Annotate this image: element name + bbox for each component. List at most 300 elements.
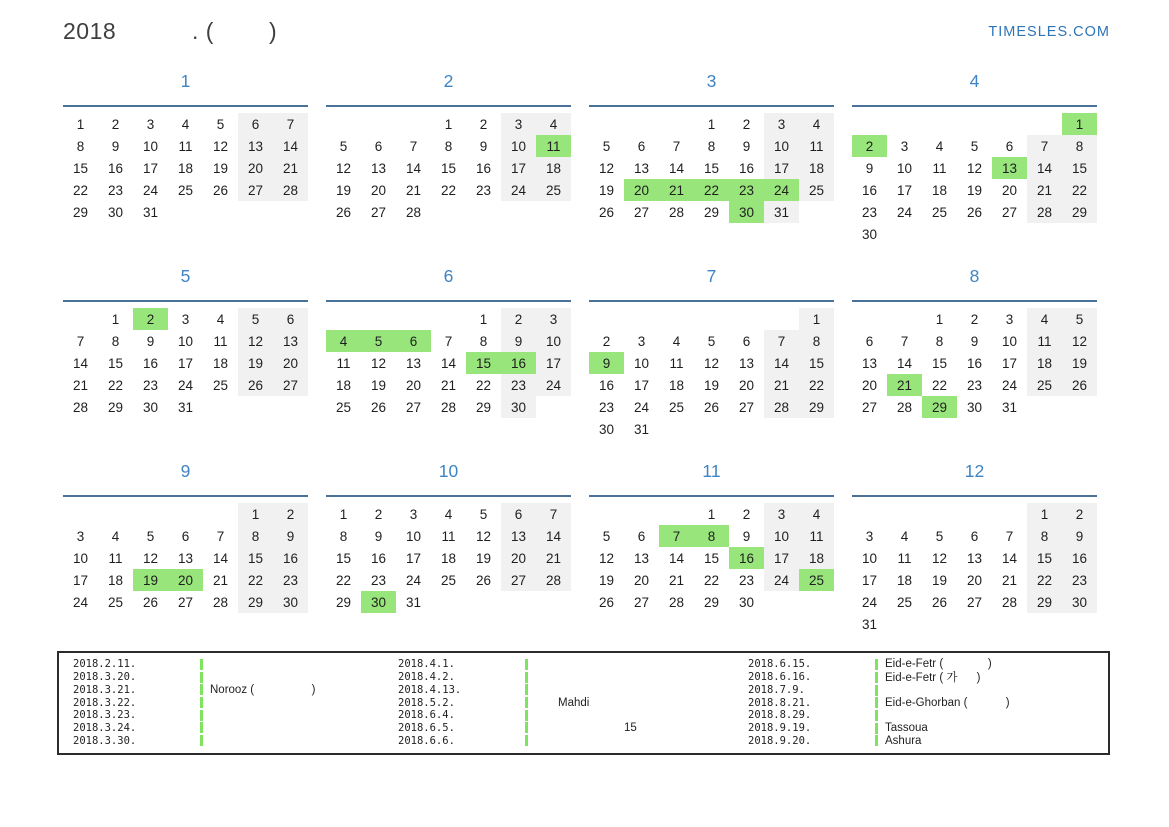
day-cell-10-23: 23 (370, 572, 387, 588)
legend-row (748, 696, 1103, 709)
day-cell-9-26: 26 (142, 594, 159, 610)
day-cell-12-13: 13 (966, 550, 983, 566)
empty-cell (63, 503, 98, 525)
day-cell-8-9: 9 (970, 333, 979, 349)
day-cell-2-1: 1 (444, 116, 453, 132)
day-cell-9-15: 15 (238, 547, 273, 569)
day-cell-7-9: 9 (589, 352, 624, 374)
day-cell-6-8: 8 (479, 333, 488, 349)
day-cell-11-11: 11 (799, 525, 834, 547)
day-cell-3-29: 29 (703, 204, 720, 220)
day-cell-9-28: 28 (212, 594, 229, 610)
day-cell-4-29: 29 (1062, 201, 1097, 223)
day-cell-12-17: 17 (861, 572, 878, 588)
holiday-dash-icon (525, 659, 528, 670)
empty-cell (624, 308, 659, 330)
day-cell-6-27: 27 (405, 399, 422, 415)
day-cell-10-15: 15 (335, 550, 352, 566)
day-cell-8-4: 4 (1027, 308, 1062, 330)
day-cell-1-17: 17 (142, 160, 159, 176)
day-cell-7-8: 8 (799, 330, 834, 352)
day-cell-7-22: 22 (799, 374, 834, 396)
day-cell-9-5: 5 (146, 528, 155, 544)
day-cell-9-2: 2 (273, 503, 308, 525)
day-cell-8-15: 15 (931, 355, 948, 371)
legend-date: 2018.3.24. (73, 721, 137, 734)
month-grid-10 (326, 503, 571, 613)
day-cell-11-2: 2 (742, 506, 751, 522)
day-cell-12-31: 31 (861, 616, 878, 632)
legend-row (398, 696, 748, 709)
day-cell-6-25: 25 (335, 399, 352, 415)
legend-row (73, 696, 398, 709)
day-cell-7-20: 20 (738, 377, 755, 393)
day-cell-11-25: 25 (799, 569, 834, 591)
day-cell-9-1: 1 (238, 503, 273, 525)
day-cell-5-11: 11 (213, 333, 228, 349)
day-cell-9-29: 29 (238, 591, 273, 613)
day-cell-11-24: 24 (764, 569, 799, 591)
day-cell-3-9: 9 (742, 138, 751, 154)
day-cell-7-28: 28 (764, 396, 799, 418)
month-title-1: 1 (180, 71, 191, 91)
day-cell-8-10: 10 (1001, 333, 1018, 349)
day-cell-2-8: 8 (444, 138, 453, 154)
day-cell-1-12: 12 (212, 138, 229, 154)
day-cell-5-9: 9 (146, 333, 155, 349)
empty-cell (466, 201, 501, 223)
legend-date: 2018.6.4. (398, 709, 455, 722)
day-cell-7-2: 2 (602, 333, 611, 349)
day-cell-3-12: 12 (598, 160, 615, 176)
empty-cell (957, 503, 992, 525)
legend-row (398, 734, 748, 747)
day-cell-7-15: 15 (799, 352, 834, 374)
empty-cell (361, 308, 396, 330)
holiday-dash-icon (875, 710, 878, 721)
month-12 (852, 461, 1097, 656)
day-cell-9-10: 10 (72, 550, 89, 566)
legend-row (73, 658, 398, 671)
day-cell-9-13: 13 (177, 550, 194, 566)
day-cell-3-11: 11 (799, 135, 834, 157)
month-7 (589, 266, 834, 461)
day-cell-6-24: 24 (536, 374, 571, 396)
day-cell-4-3: 3 (900, 138, 909, 154)
holiday-dash-icon (525, 722, 528, 733)
day-cell-3-6: 6 (637, 138, 646, 154)
day-cell-6-30: 30 (501, 396, 536, 418)
day-cell-1-15: 15 (72, 160, 89, 176)
empty-cell (852, 113, 887, 135)
month-title-9: 9 (180, 461, 191, 481)
day-cell-10-1: 1 (339, 506, 348, 522)
day-cell-4-16: 16 (861, 182, 878, 198)
day-cell-2-21: 21 (405, 182, 422, 198)
empty-cell (992, 503, 1027, 525)
day-cell-5-3: 3 (181, 311, 190, 327)
empty-cell (887, 613, 922, 635)
day-cell-8-12: 12 (1062, 330, 1097, 352)
day-cell-11-18: 18 (799, 547, 834, 569)
day-cell-7-14: 14 (764, 352, 799, 374)
day-cell-2-27: 27 (370, 204, 387, 220)
day-cell-9-24: 24 (72, 594, 89, 610)
day-cell-2-10: 10 (501, 135, 536, 157)
empty-cell (1062, 396, 1097, 418)
day-cell-5-8: 8 (111, 333, 120, 349)
legend-row (73, 722, 398, 735)
day-cell-2-22: 22 (440, 182, 457, 198)
legend-date: 2018.8.21. (748, 696, 812, 709)
month-2 (326, 71, 571, 266)
day-cell-12-4: 4 (900, 528, 909, 544)
day-cell-10-16: 16 (370, 550, 387, 566)
empty-cell (764, 591, 799, 613)
day-cell-9-23: 23 (273, 569, 308, 591)
day-cell-9-9: 9 (273, 525, 308, 547)
day-cell-2-7: 7 (409, 138, 418, 154)
day-cell-9-21: 21 (212, 572, 229, 588)
day-cell-12-26: 26 (931, 594, 948, 610)
day-cell-6-26: 26 (370, 399, 387, 415)
empty-cell (431, 201, 466, 223)
day-cell-10-26: 26 (475, 572, 492, 588)
empty-cell (326, 113, 361, 135)
day-cell-1-27: 27 (238, 179, 273, 201)
legend-column-2 (398, 658, 748, 747)
day-cell-12-15: 15 (1027, 547, 1062, 569)
day-cell-2-20: 20 (370, 182, 387, 198)
empty-cell (168, 201, 203, 223)
day-cell-11-22: 22 (703, 572, 720, 588)
day-cell-9-22: 22 (238, 569, 273, 591)
day-cell-3-20: 20 (624, 179, 659, 201)
month-title-rule (852, 300, 1097, 302)
empty-cell (659, 418, 694, 440)
legend-row (748, 684, 1103, 697)
day-cell-8-23: 23 (966, 377, 983, 393)
day-cell-7-12: 12 (703, 355, 720, 371)
day-cell-9-12: 12 (142, 550, 159, 566)
empty-cell (887, 113, 922, 135)
day-cell-12-24: 24 (861, 594, 878, 610)
empty-cell (238, 396, 273, 418)
day-cell-7-23: 23 (598, 399, 615, 415)
day-cell-6-12: 12 (370, 355, 387, 371)
day-cell-11-21: 21 (668, 572, 685, 588)
empty-cell (361, 113, 396, 135)
day-cell-7-1: 1 (799, 308, 834, 330)
empty-cell (659, 113, 694, 135)
month-grid-8 (852, 308, 1097, 418)
holiday-dash-icon (525, 710, 528, 721)
day-cell-10-21: 21 (536, 547, 571, 569)
day-cell-3-17: 17 (764, 157, 799, 179)
day-cell-4-30: 30 (861, 226, 878, 242)
day-cell-1-7: 7 (273, 113, 308, 135)
day-cell-11-6: 6 (637, 528, 646, 544)
day-cell-1-21: 21 (273, 157, 308, 179)
day-cell-4-2: 2 (852, 135, 887, 157)
month-grid-7 (589, 308, 834, 440)
month-grid-4 (852, 113, 1097, 245)
day-cell-1-30: 30 (107, 204, 124, 220)
day-cell-8-30: 30 (966, 399, 983, 415)
day-cell-11-1: 1 (707, 506, 716, 522)
day-cell-7-6: 6 (742, 333, 751, 349)
day-cell-10-7: 7 (536, 503, 571, 525)
day-cell-3-19: 19 (598, 182, 615, 198)
day-cell-5-10: 10 (177, 333, 194, 349)
empty-cell (957, 223, 992, 245)
day-cell-2-15: 15 (440, 160, 457, 176)
day-cell-9-30: 30 (273, 591, 308, 613)
legend-date: 2018.6.16. (748, 671, 812, 684)
empty-cell (203, 396, 238, 418)
day-cell-7-18: 18 (668, 377, 685, 393)
day-cell-11-9: 9 (742, 528, 751, 544)
empty-cell (659, 308, 694, 330)
day-cell-2-23: 23 (475, 182, 492, 198)
day-cell-7-5: 5 (707, 333, 716, 349)
day-cell-3-26: 26 (598, 204, 615, 220)
legend-row (73, 734, 398, 747)
holiday-dash-icon (200, 672, 203, 683)
day-cell-6-17: 17 (536, 352, 571, 374)
page-title: 2018 . ( ) (63, 18, 278, 44)
legend-row (73, 671, 398, 684)
day-cell-8-20: 20 (861, 377, 878, 393)
day-cell-3-28: 28 (668, 204, 685, 220)
empty-cell (694, 308, 729, 330)
legend-label: Eid-e-Ghorban ( ) (885, 696, 1010, 709)
empty-cell (922, 613, 957, 635)
month-4 (852, 71, 1097, 266)
legend-row (748, 722, 1103, 735)
day-cell-11-7: 7 (659, 525, 694, 547)
month-title-rule (326, 105, 571, 107)
legend-row (398, 709, 748, 722)
day-cell-8-8: 8 (935, 333, 944, 349)
holiday-dash-icon (875, 685, 878, 696)
day-cell-3-25: 25 (799, 179, 834, 201)
day-cell-6-23: 23 (501, 374, 536, 396)
month-9 (63, 461, 308, 656)
day-cell-9-6: 6 (181, 528, 190, 544)
day-cell-7-10: 10 (633, 355, 650, 371)
day-cell-8-22: 22 (931, 377, 948, 393)
day-cell-7-30: 30 (598, 421, 615, 437)
day-cell-1-10: 10 (142, 138, 159, 154)
month-3 (589, 71, 834, 266)
day-cell-3-8: 8 (707, 138, 716, 154)
day-cell-2-18: 18 (536, 157, 571, 179)
legend-label: Tassoua (885, 722, 928, 735)
day-cell-3-31: 31 (764, 201, 799, 223)
day-cell-7-11: 11 (669, 355, 684, 371)
day-cell-2-13: 13 (370, 160, 387, 176)
day-cell-6-9: 9 (501, 330, 536, 352)
day-cell-8-17: 17 (1001, 355, 1018, 371)
day-cell-12-6: 6 (970, 528, 979, 544)
day-cell-12-11: 11 (897, 550, 912, 566)
day-cell-6-10: 10 (536, 330, 571, 352)
page-header (0, 0, 1169, 45)
legend-date: 2018.3.21. (73, 683, 137, 696)
empty-cell (63, 308, 98, 330)
day-cell-3-10: 10 (764, 135, 799, 157)
empty-cell (729, 308, 764, 330)
month-grid-1 (63, 113, 308, 223)
month-grid-9 (63, 503, 308, 613)
day-cell-12-16: 16 (1062, 547, 1097, 569)
legend-date: 2018.6.15. (748, 658, 812, 671)
day-cell-7-7: 7 (764, 330, 799, 352)
day-cell-10-5: 5 (479, 506, 488, 522)
empty-cell (466, 591, 501, 613)
legend-date: 2018.3.30. (73, 734, 137, 747)
month-title-12: 12 (964, 461, 985, 481)
legend-row (398, 658, 748, 671)
legend-date: 2018.6.5. (398, 721, 455, 734)
day-cell-1-16: 16 (107, 160, 124, 176)
day-cell-6-22: 22 (475, 377, 492, 393)
day-cell-1-11: 11 (178, 138, 193, 154)
day-cell-5-2: 2 (133, 308, 168, 330)
day-cell-7-27: 27 (738, 399, 755, 415)
day-cell-10-19: 19 (475, 550, 492, 566)
month-title-rule (852, 105, 1097, 107)
empty-cell (273, 396, 308, 418)
month-title-3: 3 (706, 71, 717, 91)
day-cell-3-27: 27 (633, 204, 650, 220)
day-cell-7-13: 13 (738, 355, 755, 371)
month-6 (326, 266, 571, 461)
site-link[interactable]: TIMESLES.COM (988, 24, 1110, 40)
legend-column-1 (73, 658, 398, 747)
holiday-dash-icon (200, 722, 203, 733)
day-cell-8-18: 18 (1027, 352, 1062, 374)
day-cell-8-2: 2 (970, 311, 979, 327)
day-cell-8-28: 28 (896, 399, 913, 415)
day-cell-1-2: 2 (111, 116, 120, 132)
empty-cell (992, 613, 1027, 635)
day-cell-10-10: 10 (405, 528, 422, 544)
legend-row (73, 683, 398, 696)
day-cell-12-7: 7 (1005, 528, 1014, 544)
month-title-rule (589, 300, 834, 302)
legend-label: Eid-e-Fetr ( 가 ) (885, 672, 981, 685)
day-cell-7-4: 4 (672, 333, 681, 349)
empty-cell (501, 591, 536, 613)
day-cell-1-8: 8 (76, 138, 85, 154)
day-cell-9-17: 17 (72, 572, 89, 588)
day-cell-6-13: 13 (405, 355, 422, 371)
day-cell-4-4: 4 (935, 138, 944, 154)
day-cell-6-2: 2 (501, 308, 536, 330)
day-cell-5-21: 21 (72, 377, 89, 393)
day-cell-2-28: 28 (405, 204, 422, 220)
day-cell-5-15: 15 (107, 355, 124, 371)
legend-row (398, 671, 748, 684)
day-cell-3-18: 18 (799, 157, 834, 179)
legend-date: 2018.5.2. (398, 696, 455, 709)
legend-label: Mahdi (558, 696, 590, 709)
month-title-10: 10 (438, 461, 459, 481)
legend-column-3 (748, 658, 1103, 747)
holiday-dash-icon (200, 684, 203, 695)
month-5 (63, 266, 308, 461)
day-cell-8-19: 19 (1062, 352, 1097, 374)
day-cell-3-15: 15 (703, 160, 720, 176)
day-cell-8-31: 31 (1001, 399, 1018, 415)
day-cell-3-1: 1 (707, 116, 716, 132)
empty-cell (922, 223, 957, 245)
day-cell-2-14: 14 (405, 160, 422, 176)
day-cell-5-12: 12 (238, 330, 273, 352)
month-title-rule (852, 495, 1097, 497)
legend-label: Norooz ( ) (210, 683, 316, 696)
empty-cell (589, 503, 624, 525)
legend-row (748, 671, 1103, 684)
empty-cell (238, 201, 273, 223)
empty-cell (992, 113, 1027, 135)
day-cell-2-25: 25 (536, 179, 571, 201)
day-cell-9-3: 3 (76, 528, 85, 544)
day-cell-5-31: 31 (177, 399, 194, 415)
holiday-dash-icon (875, 659, 878, 670)
empty-cell (957, 613, 992, 635)
holiday-dash-icon (875, 735, 878, 746)
day-cell-12-28: 28 (1001, 594, 1018, 610)
day-cell-12-10: 10 (861, 550, 878, 566)
empty-cell (326, 308, 361, 330)
day-cell-7-24: 24 (633, 399, 650, 415)
empty-cell (1062, 223, 1097, 245)
day-cell-1-13: 13 (238, 135, 273, 157)
day-cell-12-14: 14 (1001, 550, 1018, 566)
day-cell-11-15: 15 (703, 550, 720, 566)
day-cell-3-22: 22 (694, 179, 729, 201)
empty-cell (589, 113, 624, 135)
day-cell-1-4: 4 (181, 116, 190, 132)
day-cell-6-7: 7 (444, 333, 453, 349)
day-cell-4-23: 23 (861, 204, 878, 220)
day-cell-1-9: 9 (111, 138, 120, 154)
day-cell-11-10: 10 (764, 525, 799, 547)
empty-cell (536, 396, 571, 418)
holiday-legend (57, 651, 1110, 755)
day-cell-10-12: 12 (475, 528, 492, 544)
day-cell-2-6: 6 (374, 138, 383, 154)
month-title-11: 11 (702, 461, 721, 481)
day-cell-10-14: 14 (536, 525, 571, 547)
day-cell-12-29: 29 (1027, 591, 1062, 613)
legend-label: Ashura (885, 734, 922, 747)
day-cell-8-7: 7 (900, 333, 909, 349)
day-cell-9-19: 19 (133, 569, 168, 591)
day-cell-11-17: 17 (764, 547, 799, 569)
empty-cell (273, 201, 308, 223)
day-cell-3-5: 5 (602, 138, 611, 154)
day-cell-1-24: 24 (142, 182, 159, 198)
legend-date: 2018.8.29. (748, 709, 812, 722)
day-cell-6-11: 11 (336, 355, 351, 371)
day-cell-8-29: 29 (922, 396, 957, 418)
holiday-dash-icon (200, 659, 203, 670)
day-cell-4-7: 7 (1027, 135, 1062, 157)
